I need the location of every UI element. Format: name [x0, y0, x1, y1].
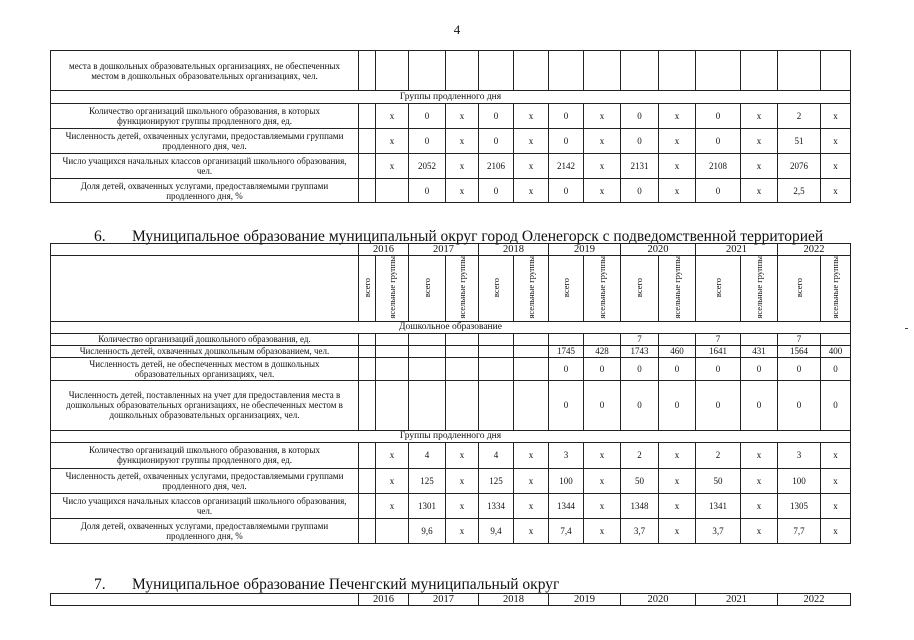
table-cell: 0	[621, 179, 659, 203]
table-cell: 400	[821, 345, 851, 357]
table-cell: 0	[778, 380, 821, 430]
table-cell: 7	[696, 333, 741, 345]
table-cell: 0	[479, 179, 514, 203]
table-cell: 1305	[778, 493, 821, 518]
table-cell: 50	[696, 468, 741, 493]
table-cell: 1348	[621, 493, 659, 518]
column-header	[409, 256, 446, 322]
table-cell: 0	[584, 380, 621, 430]
column-header	[778, 256, 821, 322]
table-cell: 0	[696, 357, 741, 380]
table-cell: 2076	[778, 154, 821, 179]
table-cell	[409, 357, 446, 380]
table-cell: 1745	[549, 345, 584, 357]
table-cell: x	[584, 493, 621, 518]
year-header: 2019	[549, 594, 621, 606]
header-blank	[51, 594, 359, 606]
table-cell	[741, 51, 778, 91]
table-row	[51, 442, 851, 468]
table-cell: x	[659, 154, 696, 179]
table-cell: x	[514, 468, 549, 493]
table-cell	[514, 333, 549, 345]
table-cell: x	[659, 179, 696, 203]
table-cell	[479, 333, 514, 345]
section-label: Группы продленного дня	[51, 430, 851, 442]
table-cell: x	[584, 154, 621, 179]
row-label: Численность детей, охваченных услугами, предоставляемыми группами продленного дня, чел.	[51, 468, 359, 493]
table-cell: x	[741, 179, 778, 203]
table-cell: x	[376, 129, 409, 154]
year-header: 2016	[359, 594, 409, 606]
table-cell	[359, 345, 376, 357]
table-cell: x	[741, 129, 778, 154]
table-cell: 3,7	[696, 518, 741, 543]
table-cell: x	[514, 104, 549, 129]
row-label: Численность детей, не обеспеченных местом в дошкольных образовательных организациях, чел.	[51, 357, 359, 380]
table-cell: x	[376, 154, 409, 179]
table-cell: 0	[621, 357, 659, 380]
section-row	[51, 91, 851, 104]
table-cell	[376, 333, 409, 345]
table-cell: x	[376, 104, 409, 129]
table-cell: 2052	[409, 154, 446, 179]
table-cell: x	[741, 468, 778, 493]
column-header-total: всего	[421, 277, 432, 297]
table-section-6	[50, 243, 851, 544]
table-cell	[821, 51, 851, 91]
table-row	[51, 357, 851, 380]
table-cell	[359, 380, 376, 430]
table-cell	[659, 333, 696, 345]
column-header-nursery: ясельные группы	[525, 256, 536, 319]
table-cell	[359, 493, 376, 518]
table-cell: x	[659, 493, 696, 518]
column-header-row	[51, 256, 851, 322]
table-cell: x	[446, 129, 479, 154]
column-header-nursery: ясельные группы	[830, 256, 840, 319]
table-cell: 0	[621, 104, 659, 129]
table-cell: x	[446, 518, 479, 543]
table-cell: 2108	[696, 154, 741, 179]
table-row	[51, 51, 851, 91]
table-row	[51, 493, 851, 518]
row-label: места в дошкольных образовательных организациях, не обеспеченных местом в дошкольных образовательных организациях, чел.	[51, 51, 359, 91]
table-cell	[359, 104, 376, 129]
table-cell: x	[659, 468, 696, 493]
header-blank	[51, 256, 359, 322]
table-cell	[621, 51, 659, 91]
page-number: 4	[453, 22, 461, 37]
section-6-number: 6.	[94, 228, 106, 245]
table-cell: x	[821, 104, 851, 129]
table-cell: 0	[696, 129, 741, 154]
row-label: Количество организаций школьного образования, в которых функционируют группы продленного дня, ед.	[51, 442, 359, 468]
table-row	[51, 129, 851, 154]
year-header: 2018	[479, 594, 549, 606]
table-cell	[821, 333, 851, 345]
table-cell: x	[584, 442, 621, 468]
year-header-row	[51, 244, 851, 256]
table-cell: x	[741, 493, 778, 518]
table-cell	[584, 333, 621, 345]
year-header-row	[51, 594, 851, 606]
table-cell: 2	[621, 442, 659, 468]
table-cell: x	[584, 129, 621, 154]
table-cell: 100	[549, 468, 584, 493]
table-cell: 4	[479, 442, 514, 468]
table-cell	[584, 51, 621, 91]
table-cell: 0	[549, 179, 584, 203]
table-cell: x	[446, 468, 479, 493]
column-header-total: всего	[560, 277, 571, 297]
table-cell: 0	[696, 104, 741, 129]
table-cell: 0	[479, 104, 514, 129]
column-header-nursery: ясельные группы	[753, 256, 764, 319]
table-cell: 0	[821, 357, 851, 380]
table-cell	[359, 51, 376, 91]
table-cell: 9,6	[409, 518, 446, 543]
row-label: Численность детей, охваченных дошкольным образованием, чел.	[51, 345, 359, 357]
table-cell: x	[446, 442, 479, 468]
column-header	[376, 256, 409, 322]
table-cell: 1564	[778, 345, 821, 357]
table-cell	[479, 51, 514, 91]
table-cell: 1344	[549, 493, 584, 518]
table-cell: 0	[409, 104, 446, 129]
row-label: Доля детей, охваченных услугами, предоставляемыми группами продленного дня, %	[51, 518, 359, 543]
table-cell: x	[446, 154, 479, 179]
table-cell	[446, 380, 479, 430]
year-header: 2020	[621, 594, 696, 606]
year-header: 2021	[696, 594, 778, 606]
table-cell: 9,4	[479, 518, 514, 543]
table-cell: 0	[821, 380, 851, 430]
table-cell	[479, 345, 514, 357]
table-cell	[376, 518, 409, 543]
table-cell: x	[584, 179, 621, 203]
table-cell: 0	[696, 179, 741, 203]
table-cell: x	[514, 179, 549, 203]
table-cell: 125	[479, 468, 514, 493]
table-cell	[446, 51, 479, 91]
table-cell: x	[446, 493, 479, 518]
table-cell: 2142	[549, 154, 584, 179]
year-header: 2020	[621, 244, 696, 256]
table-cell: 0	[409, 179, 446, 203]
year-header: 2019	[549, 244, 621, 256]
year-header: 2022	[778, 594, 851, 606]
table-cell	[549, 51, 584, 91]
table-cell: 0	[409, 129, 446, 154]
column-header-total: всего	[712, 277, 723, 297]
table-cell: x	[741, 104, 778, 129]
table-cell	[446, 345, 479, 357]
margin-mark	[905, 328, 908, 329]
column-header	[821, 256, 851, 322]
table-cell: 50	[621, 468, 659, 493]
table-cell	[549, 333, 584, 345]
table-cell: x	[584, 518, 621, 543]
row-label: Численность детей, охваченных услугами, предоставляемыми группами продленного дня, чел.	[51, 129, 359, 154]
table-cell: x	[821, 129, 851, 154]
column-header-total: всего	[490, 277, 501, 297]
column-header-nursery: ясельные группы	[671, 256, 682, 319]
column-header	[741, 256, 778, 322]
table-cell: x	[514, 518, 549, 543]
row-label: Количество организаций школьного образования, в которых функционируют группы продленного дня, ед.	[51, 104, 359, 129]
table-row	[51, 333, 851, 345]
table-row	[51, 179, 851, 203]
table-cell	[376, 179, 409, 203]
table-cell: 2131	[621, 154, 659, 179]
table-cell: x	[659, 104, 696, 129]
table-row	[51, 104, 851, 129]
column-header	[446, 256, 479, 322]
table-cell: 0	[741, 357, 778, 380]
table-cell	[376, 357, 409, 380]
table-cell: 0	[778, 357, 821, 380]
table-cell: x	[821, 493, 851, 518]
table-cell: x	[514, 442, 549, 468]
column-header-total: всего	[361, 277, 372, 297]
table-cell: 431	[741, 345, 778, 357]
column-header	[696, 256, 741, 322]
table-cell: x	[514, 129, 549, 154]
table-cell: 0	[621, 129, 659, 154]
section-label: Группы продленного дня	[51, 91, 851, 104]
table-cell: x	[376, 493, 409, 518]
table-row	[51, 518, 851, 543]
row-label: Численность детей, поставленных на учет для предоставления места в дошкольных образовательных организациях, не обеспеченных местом в дошкольных образовательных организациях, чел.	[51, 380, 359, 430]
table-cell: 460	[659, 345, 696, 357]
table-cell: 7,4	[549, 518, 584, 543]
table-cell: x	[741, 442, 778, 468]
table-cell: 125	[409, 468, 446, 493]
table-cell: x	[514, 493, 549, 518]
table-row	[51, 154, 851, 179]
table-section-7	[50, 593, 851, 606]
table-cell: 7	[621, 333, 659, 345]
table-cell: x	[584, 104, 621, 129]
table-cell	[778, 51, 821, 91]
column-header-nursery: ясельные группы	[386, 256, 397, 319]
column-header	[659, 256, 696, 322]
table-cell: 0	[621, 380, 659, 430]
table-cell: 0	[696, 380, 741, 430]
table-cell: 0	[659, 357, 696, 380]
row-label: Число учащихся начальных классов организаций школьного образования, чел.	[51, 493, 359, 518]
table-cell	[479, 357, 514, 380]
year-header: 2017	[409, 594, 479, 606]
column-header	[584, 256, 621, 322]
table-cell: 2,5	[778, 179, 821, 203]
table-cell: 428	[584, 345, 621, 357]
header-blank	[51, 244, 359, 256]
column-header-nursery: ясельные группы	[456, 256, 467, 319]
table-cell: 1341	[696, 493, 741, 518]
table-cell: x	[741, 154, 778, 179]
table-cell: x	[821, 442, 851, 468]
table-cell: x	[376, 442, 409, 468]
table-cell: x	[659, 518, 696, 543]
table-cell: x	[659, 442, 696, 468]
table-cell: 4	[409, 442, 446, 468]
table-cell	[359, 333, 376, 345]
section-7-title: Муниципальное образование Печенгский муниципальный округ	[132, 576, 560, 593]
table-cell	[359, 154, 376, 179]
column-header	[479, 256, 514, 322]
table-cell: 7,7	[778, 518, 821, 543]
table-cell: 1301	[409, 493, 446, 518]
table-cell: 2	[696, 442, 741, 468]
table-cell: 3	[778, 442, 821, 468]
table-cell	[446, 357, 479, 380]
table-cell: 0	[659, 380, 696, 430]
table-cell	[741, 333, 778, 345]
table-cell	[376, 345, 409, 357]
table-cell: 3,7	[621, 518, 659, 543]
table-cell	[359, 179, 376, 203]
table-cell: x	[821, 468, 851, 493]
table-cell	[376, 51, 409, 91]
table-cell: 0	[741, 380, 778, 430]
table-cell: 1641	[696, 345, 741, 357]
table-cell: x	[446, 179, 479, 203]
year-header: 2017	[409, 244, 479, 256]
table-cell	[359, 518, 376, 543]
table-cell	[359, 442, 376, 468]
table-cell: 2106	[479, 154, 514, 179]
table-cell: 7	[778, 333, 821, 345]
table-cell: x	[584, 468, 621, 493]
table-cell	[514, 51, 549, 91]
table-cell: 100	[778, 468, 821, 493]
section-7-heading	[94, 576, 559, 594]
year-header: 2021	[696, 244, 778, 256]
table-cell: x	[376, 468, 409, 493]
table-cell: x	[821, 518, 851, 543]
column-header	[549, 256, 584, 322]
year-header: 2016	[359, 244, 409, 256]
table-cell: 0	[549, 380, 584, 430]
section-row	[51, 430, 851, 442]
table-cell	[514, 345, 549, 357]
table-cell	[376, 380, 409, 430]
table-cell: 51	[778, 129, 821, 154]
table-cell: 3	[549, 442, 584, 468]
table-cell	[359, 129, 376, 154]
table-cell: 0	[584, 357, 621, 380]
column-header-total: всего	[634, 277, 644, 297]
table-cell	[446, 333, 479, 345]
table-row	[51, 468, 851, 493]
section-7-number: 7.	[94, 576, 106, 593]
table-cell: 0	[549, 104, 584, 129]
table-cell: 2	[778, 104, 821, 129]
section-row	[51, 321, 851, 333]
table-cell: x	[821, 154, 851, 179]
row-label: Доля детей, охваченных услугами, предоставляемыми группами продленного дня, %	[51, 179, 359, 203]
column-header-nursery: ясельные группы	[596, 256, 607, 319]
column-header	[359, 256, 376, 322]
table-cell	[409, 333, 446, 345]
table-cell: 1743	[621, 345, 659, 357]
table-cell: x	[514, 154, 549, 179]
column-header-total: всего	[793, 277, 804, 297]
table-cell	[514, 380, 549, 430]
table-cell: x	[659, 129, 696, 154]
table-cell: 0	[549, 129, 584, 154]
table-cell	[409, 380, 446, 430]
table-cell	[359, 357, 376, 380]
table-cell	[696, 51, 741, 91]
table-cell: 1334	[479, 493, 514, 518]
table-cell: x	[446, 104, 479, 129]
table-cell	[479, 380, 514, 430]
column-header	[514, 256, 549, 322]
table-cell: x	[741, 518, 778, 543]
year-header: 2022	[778, 244, 851, 256]
table-cell	[514, 357, 549, 380]
table-row	[51, 380, 851, 430]
section-label: Дошкольное образование	[51, 321, 851, 333]
row-label: Количество организаций дошкольного образования, ед.	[51, 333, 359, 345]
table-cell	[409, 345, 446, 357]
table-cell: x	[821, 179, 851, 203]
section-6-title: Муниципальное образование муниципальный округ город Оленегорск с подведомственной территорией	[132, 228, 824, 245]
table-cell	[409, 51, 446, 91]
column-header	[621, 256, 659, 322]
table-continuation	[50, 50, 851, 203]
table-cell: 0	[549, 357, 584, 380]
table-row	[51, 345, 851, 357]
year-header: 2018	[479, 244, 549, 256]
table-cell	[359, 468, 376, 493]
table-cell: 0	[479, 129, 514, 154]
table-cell	[659, 51, 696, 91]
row-label: Число учащихся начальных классов организаций школьного образования, чел.	[51, 154, 359, 179]
